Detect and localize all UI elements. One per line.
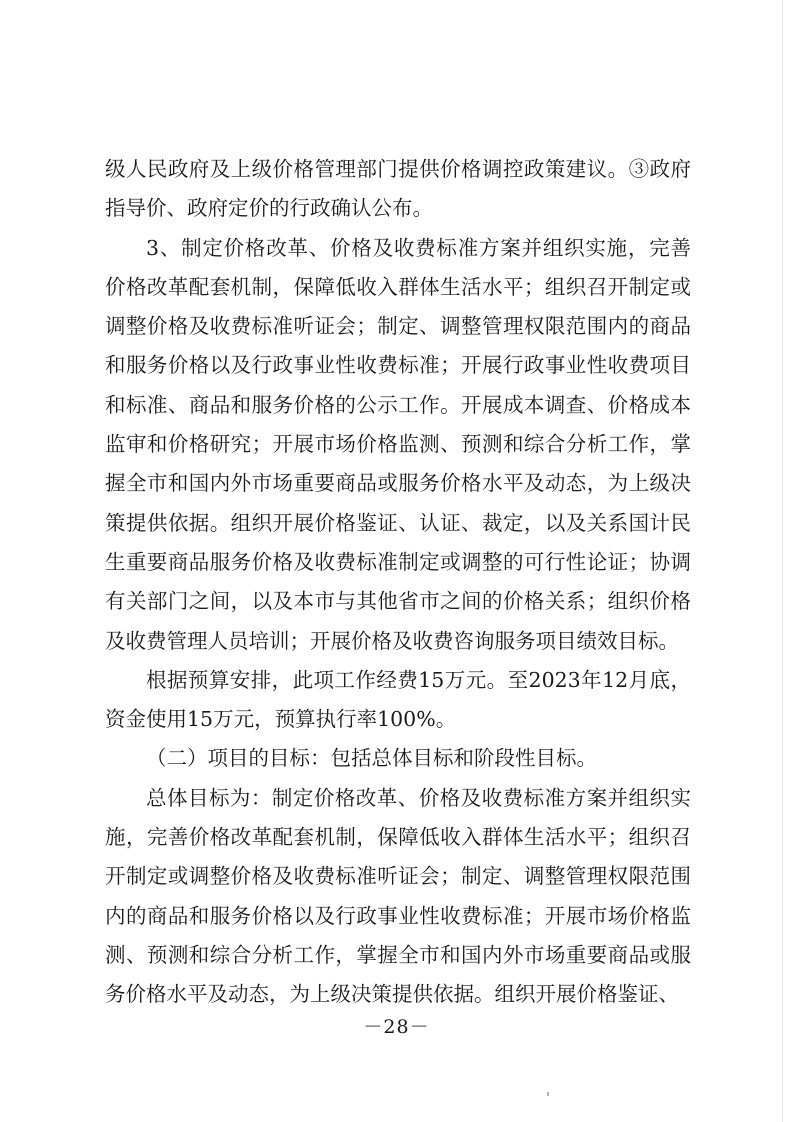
scan-speck [547,1092,549,1096]
document-body [105,150,691,1015]
scan-edge-line [782,0,783,1122]
paragraph-budget: 根据预算安排，此项工作经费15万元。至2023年12月底，资金使用15万元，预算执行率100%。 [105,667,691,732]
section-heading-project-goals: （二）项目的目标：包括总体目标和阶段性目标。 [146,746,597,771]
paragraph-overall-goals: 总体目标为：制定价格改革、价格及收费标准方案并组织实施，完善价格改革配套机制，保障低收入群体生活水平；组织召开制定或调整价格及收费标准听证会；制定、调整管理权限范围内的商品和服务价格以及行政事业性收费标准；开展市场价格监测、预测和综合分析工作，掌握全市和国内外市场重要商品或服务价格水平及动态，为上级决策提供依据。组织开展价格鉴证、 [105,785,691,1007]
page-number: －28－ [363,1016,430,1038]
paragraph-item-3: 3、制定价格改革、价格及收费标准方案并组织实施，完善价格改革配套机制，保障低收入群体生活水平；组织召开制定或调整价格及收费标准听证会；制定、调整管理权限范围内的商品和服务价格以及行政事业性收费标准；开展行政事业性收费项目和标准、商品和服务价格的公示工作。开展成本调查、价格成本监审和价格研究；开展市场价格监测、预测和综合分析工作，掌握全市和国内外市场重要商品或服务价格水平及动态，为上级决策提供依据。组织开展价格鉴证、认证、裁定，以及关系国计民生重要商品服务价格及收费标准制定或调整的可行性论证；协调有关部门之间，以及本市与其他省市之间的价格关系；组织价格及收费管理人员培训；开展价格及收费咨询服务项目绩效目标。 [105,235,691,653]
paragraph-continuation: 级人民政府及上级价格管理部门提供价格调控政策建议。③政府指导价、政府定价的行政确认公布。 [105,157,691,221]
